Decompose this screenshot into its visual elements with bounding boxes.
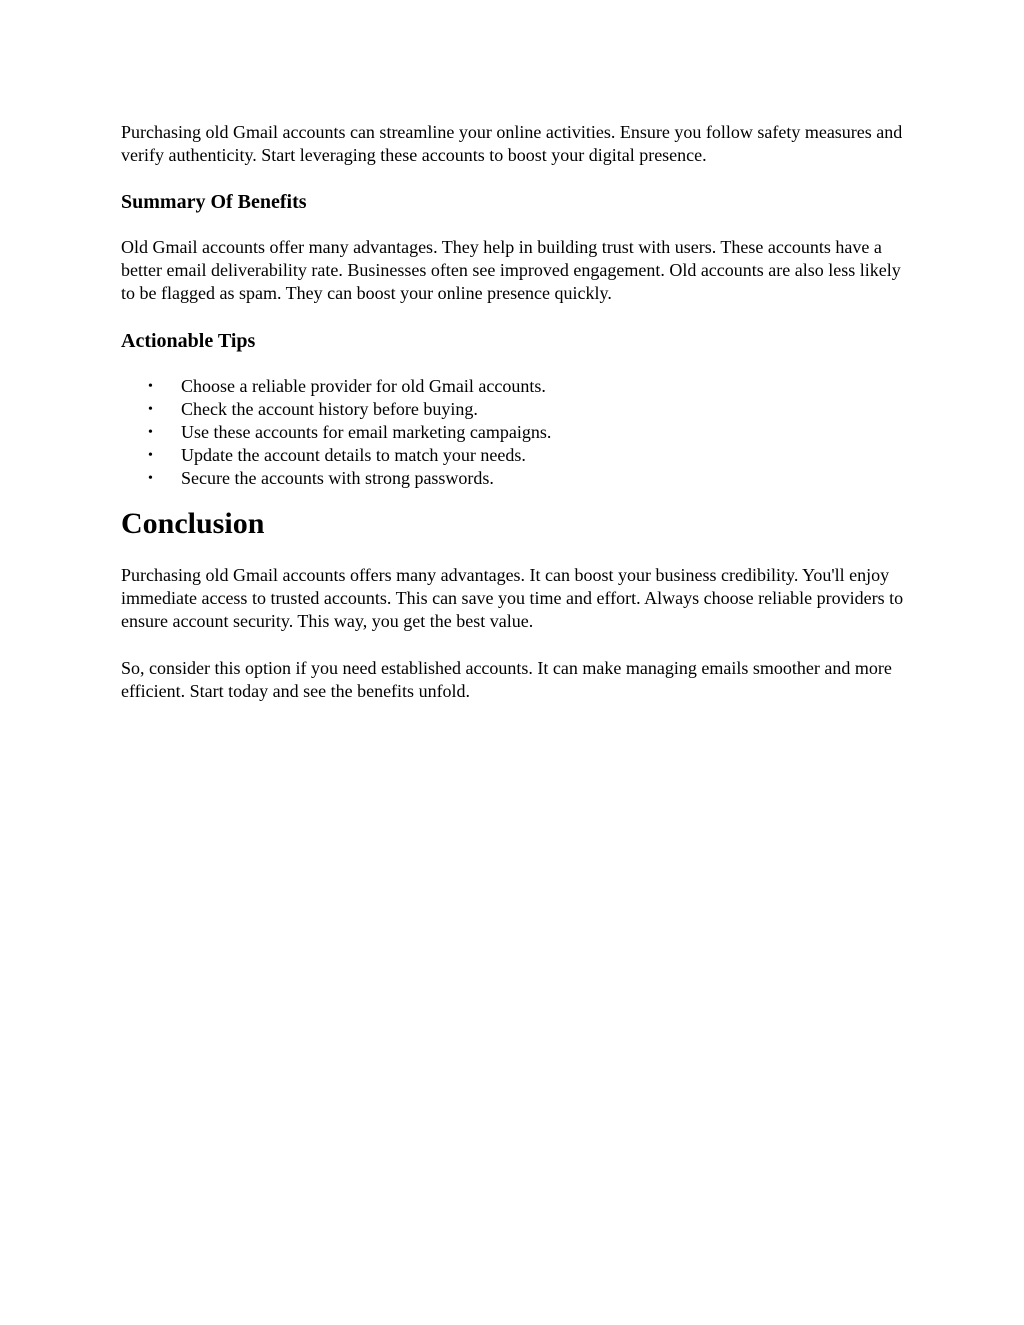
list-item [148, 467, 911, 490]
bullet-icon: • [148, 379, 153, 394]
conclusion-paragraph: So, consider this option if you need established accounts. It can make managing emails smoother and more efficient. Start today and see the benefits unfold. [121, 658, 892, 701]
list-item-text: Secure the accounts with strong passwords. [181, 468, 494, 488]
list-item-text: Update the account details to match your needs. [181, 445, 526, 465]
conclusion-paragraph: Purchasing old Gmail accounts offers many advantages. It can boost your business credibility. You'll enjoy immediate access to trusted accounts. This can save you time and effort. Always choose reliable providers to ensure account security. This way, you get the best value. [121, 565, 904, 631]
bullet-icon: • [148, 471, 153, 486]
bullet-icon: • [148, 402, 153, 417]
bullet-icon: • [148, 448, 153, 463]
list-item-text: Use these accounts for email marketing campaigns. [181, 422, 552, 442]
tips-list [121, 375, 911, 490]
tips-heading: Actionable Tips [121, 330, 256, 352]
intro-paragraph: Purchasing old Gmail accounts can streamline your online activities. Ensure you follow safety measures and verify authenticity. Start leveraging these accounts to boost your digital presence. [121, 122, 903, 165]
list-item [148, 398, 911, 421]
list-item-text: Choose a reliable provider for old Gmail accounts. [181, 376, 546, 396]
document-page [121, 120, 911, 703]
list-item [148, 375, 911, 398]
conclusion-heading: Conclusion [121, 507, 265, 540]
list-item-text: Check the account history before buying. [181, 399, 478, 419]
summary-heading: Summary Of Benefits [121, 191, 307, 213]
list-item [148, 444, 911, 467]
bullet-icon: • [148, 425, 153, 440]
list-item [148, 421, 911, 444]
summary-paragraph: Old Gmail accounts offer many advantages. They help in building trust with users. These accounts have a better email deliverability rate. Businesses often see improved engagement. Old accounts are also less likely to be flagged as spam. They can boost your online presence quickly. [121, 237, 901, 303]
